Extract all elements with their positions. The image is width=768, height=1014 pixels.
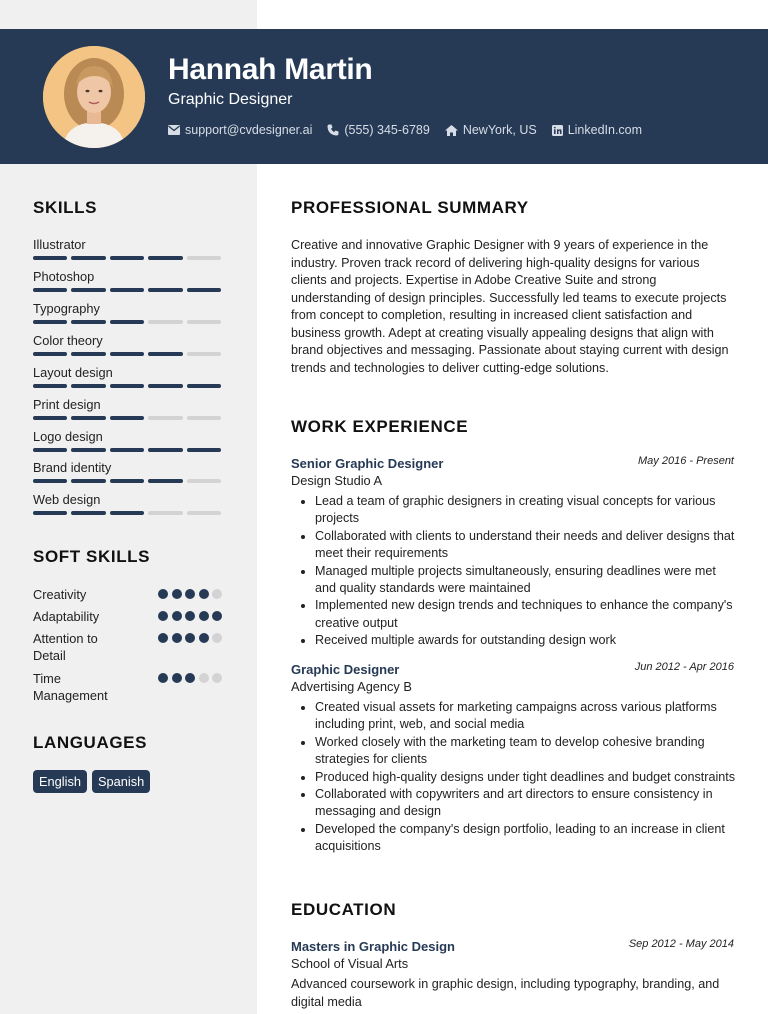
- skill-bar-segment: [148, 352, 182, 356]
- soft-skill-dots: [158, 673, 222, 683]
- phone-text: (555) 345-6789: [344, 123, 430, 137]
- skill-bar-segment: [187, 416, 221, 420]
- education-degree: Masters in Graphic Design: [291, 939, 455, 954]
- skill-dot: [172, 673, 182, 683]
- job-bullet: Implemented new design trends and techniques to enhance the company's creative output: [291, 597, 736, 632]
- skill-dot: [158, 589, 168, 599]
- education-school: School of Visual Arts: [291, 956, 409, 971]
- skill-bar-segment: [148, 384, 182, 388]
- skill-bar-segment: [187, 448, 221, 452]
- skill-dot: [199, 611, 209, 621]
- skill-bar-segment: [148, 479, 182, 483]
- contact-linkedin[interactable]: [552, 123, 642, 137]
- job-company: Advertising Agency B: [291, 679, 412, 694]
- skill-bar-segment: [33, 352, 67, 356]
- skill-dot: [172, 589, 182, 599]
- job-bullets: [291, 493, 736, 650]
- contact-bar: [168, 123, 657, 137]
- skill-label: Brand identity: [33, 460, 112, 475]
- contact-email[interactable]: [168, 123, 312, 137]
- job-title: Senior Graphic Designer: [291, 456, 444, 471]
- job-bullet: Managed multiple projects simultaneously, ensuring deadlines were met and quality standards were maintained: [291, 563, 736, 598]
- soft-skill-item: [33, 670, 223, 704]
- skill-dot: [212, 589, 222, 599]
- soft-skill-label: Time Management: [33, 671, 108, 703]
- skill-item: [33, 269, 223, 299]
- skill-bar-segment: [148, 511, 182, 515]
- skill-bar-segment: [33, 320, 67, 324]
- home-icon: [445, 125, 458, 136]
- job-date: Jun 2012 - Apr 2016: [634, 661, 734, 673]
- phone-icon: [327, 124, 339, 136]
- skill-item: [33, 301, 223, 331]
- skill-level-bar: [33, 448, 223, 452]
- skill-bar-segment: [71, 479, 105, 483]
- soft-skills-heading: SOFT SKILLS: [33, 547, 151, 566]
- skill-bar-segment: [110, 479, 144, 483]
- skill-bar-segment: [187, 256, 221, 260]
- soft-skill-item: [33, 630, 223, 664]
- languages-list: [33, 770, 150, 793]
- skill-dot: [185, 673, 195, 683]
- skill-bar-segment: [187, 479, 221, 483]
- candidate-name: Hannah Martin: [168, 53, 373, 86]
- skill-bar-segment: [71, 320, 105, 324]
- skill-bar-segment: [187, 352, 221, 356]
- skill-bar-segment: [33, 448, 67, 452]
- skill-item: [33, 429, 223, 459]
- skill-item: [33, 365, 223, 395]
- skill-bar-segment: [71, 448, 105, 452]
- skill-item: [33, 460, 223, 490]
- skill-label: Color theory: [33, 333, 103, 348]
- linkedin-text: LinkedIn.com: [567, 123, 643, 137]
- skill-bar-segment: [148, 256, 182, 260]
- education-date: Sep 2012 - May 2014: [628, 938, 734, 950]
- skill-level-bar: [33, 288, 223, 292]
- skill-dot: [199, 633, 209, 643]
- education-entry: [291, 939, 736, 1011]
- skill-item: [33, 333, 223, 363]
- skill-bar-segment: [71, 384, 105, 388]
- skill-bar-segment: [148, 448, 182, 452]
- skill-level-bar: [33, 384, 223, 388]
- skill-level-bar: [33, 352, 223, 356]
- job-bullet: Collaborated with clients to understand their needs and deliver designs that meet their requirements: [291, 528, 736, 563]
- skill-bar-segment: [71, 416, 105, 420]
- soft-skill-label: Creativity: [33, 587, 87, 602]
- contact-phone[interactable]: [327, 123, 429, 137]
- skill-label: Typography: [33, 301, 100, 316]
- skill-bar-segment: [148, 416, 182, 420]
- skill-dot: [212, 673, 222, 683]
- skill-dot: [185, 589, 195, 599]
- soft-skill-item: [33, 608, 223, 625]
- summary-heading: PROFESSIONAL SUMMARY: [291, 198, 529, 217]
- skill-dot: [172, 633, 182, 643]
- skill-dot: [212, 611, 222, 621]
- experience-heading: WORK EXPERIENCE: [291, 417, 469, 436]
- skill-label: Photoshop: [33, 269, 95, 284]
- job-company: Design Studio A: [291, 473, 383, 488]
- job-title: Graphic Designer: [291, 662, 400, 677]
- skill-label: Logo design: [33, 429, 103, 444]
- soft-skill-label: Adaptability: [33, 609, 100, 624]
- skill-dot: [199, 673, 209, 683]
- skill-bar-segment: [71, 352, 105, 356]
- languages-heading: LANGUAGES: [33, 733, 148, 752]
- skill-bar-segment: [187, 511, 221, 515]
- skill-bar-segment: [33, 384, 67, 388]
- skills-heading: SKILLS: [33, 198, 98, 217]
- skill-bar-segment: [110, 448, 144, 452]
- summary-text: Creative and innovative Graphic Designer with 9 years of experience in the industry. Proven track record of delivering high-quality designs for various clients and projects. Expertise in Adobe Creative Suite and strong understanding of design principles. Successfully led teams to execute projects from concept to completion, resulting in increased client satisfaction and business growth. Adept at creating visually appealing designs that align with brand objectives and messaging. Passionate about staying current with design trends and technologies to deliver cutting-edge solutions.: [291, 238, 729, 375]
- language-badge: Spanish: [92, 770, 150, 793]
- skill-bar-segment: [110, 416, 144, 420]
- soft-skill-dots: [158, 611, 222, 621]
- skill-bar-segment: [110, 320, 144, 324]
- profile-photo: [43, 46, 145, 148]
- candidate-title: Graphic Designer: [168, 91, 293, 108]
- skill-label: Print design: [33, 397, 101, 412]
- envelope-icon: [168, 125, 180, 135]
- job-bullet: Worked closely with the marketing team to develop cohesive branding strategies for clients: [291, 734, 736, 769]
- soft-skill-dots: [158, 633, 222, 643]
- skill-bar-segment: [148, 320, 182, 324]
- skill-item: [33, 237, 223, 267]
- skill-bar-segment: [187, 320, 221, 324]
- soft-skill-label: Attention to Detail: [33, 631, 98, 663]
- skill-level-bar: [33, 320, 223, 324]
- skill-bar-segment: [187, 288, 221, 292]
- contact-location: [445, 123, 537, 137]
- soft-skill-dots: [158, 589, 222, 599]
- skill-bar-segment: [33, 511, 67, 515]
- job-bullet: Collaborated with copywriters and art directors to ensure consistency in messaging and design: [291, 786, 736, 821]
- skill-level-bar: [33, 479, 223, 483]
- skill-dot: [212, 633, 222, 643]
- skill-dot: [199, 589, 209, 599]
- skill-item: [33, 397, 223, 427]
- job-bullet: Lead a team of graphic designers in creating visual concepts for various projects: [291, 493, 736, 528]
- skill-dot: [185, 633, 195, 643]
- job-bullet: Created visual assets for marketing campaigns across various platforms including print, web, and social media: [291, 699, 736, 734]
- job-date: May 2016 - Present: [638, 455, 734, 467]
- linkedin-icon: [552, 125, 563, 136]
- job-bullet: Produced high-quality designs under tight deadlines and budget constraints: [291, 769, 736, 786]
- job-entry: [291, 456, 736, 650]
- skill-level-bar: [33, 511, 223, 515]
- email-text: support@cvdesigner.ai: [185, 123, 313, 137]
- skill-bar-segment: [110, 384, 144, 388]
- location-text: NewYork, US: [462, 123, 537, 137]
- skill-level-bar: [33, 416, 223, 420]
- language-badge: English: [33, 770, 87, 793]
- skill-bar-segment: [33, 288, 67, 292]
- skill-bar-segment: [110, 352, 144, 356]
- job-bullet: Developed the company's design portfolio, leading to an increase in client acquisitions: [291, 821, 736, 856]
- job-bullets: [291, 699, 736, 856]
- skill-bar-segment: [71, 288, 105, 292]
- skill-bar-segment: [110, 256, 144, 260]
- skill-dot: [185, 611, 195, 621]
- skill-label: Illustrator: [33, 237, 86, 252]
- skill-bar-segment: [110, 511, 144, 515]
- skill-bar-segment: [148, 288, 182, 292]
- skill-item: [33, 492, 223, 522]
- skill-level-bar: [33, 256, 223, 260]
- education-description: Advanced coursework in graphic design, including typography, branding, and digital media: [291, 977, 720, 1009]
- skill-dot: [158, 611, 168, 621]
- skill-label: Web design: [33, 492, 101, 507]
- skill-bar-segment: [110, 288, 144, 292]
- job-bullet: Received multiple awards for outstanding design work: [291, 632, 736, 649]
- skill-dot: [158, 673, 168, 683]
- soft-skill-item: [33, 586, 223, 603]
- skill-bar-segment: [187, 384, 221, 388]
- skill-label: Layout design: [33, 365, 113, 380]
- skill-bar-segment: [33, 256, 67, 260]
- skill-dot: [172, 611, 182, 621]
- skill-bar-segment: [71, 511, 105, 515]
- skill-dot: [158, 633, 168, 643]
- skill-bar-segment: [71, 256, 105, 260]
- job-entry: [291, 662, 736, 856]
- skill-bar-segment: [33, 416, 67, 420]
- skill-bar-segment: [33, 479, 67, 483]
- education-heading: EDUCATION: [291, 900, 397, 919]
